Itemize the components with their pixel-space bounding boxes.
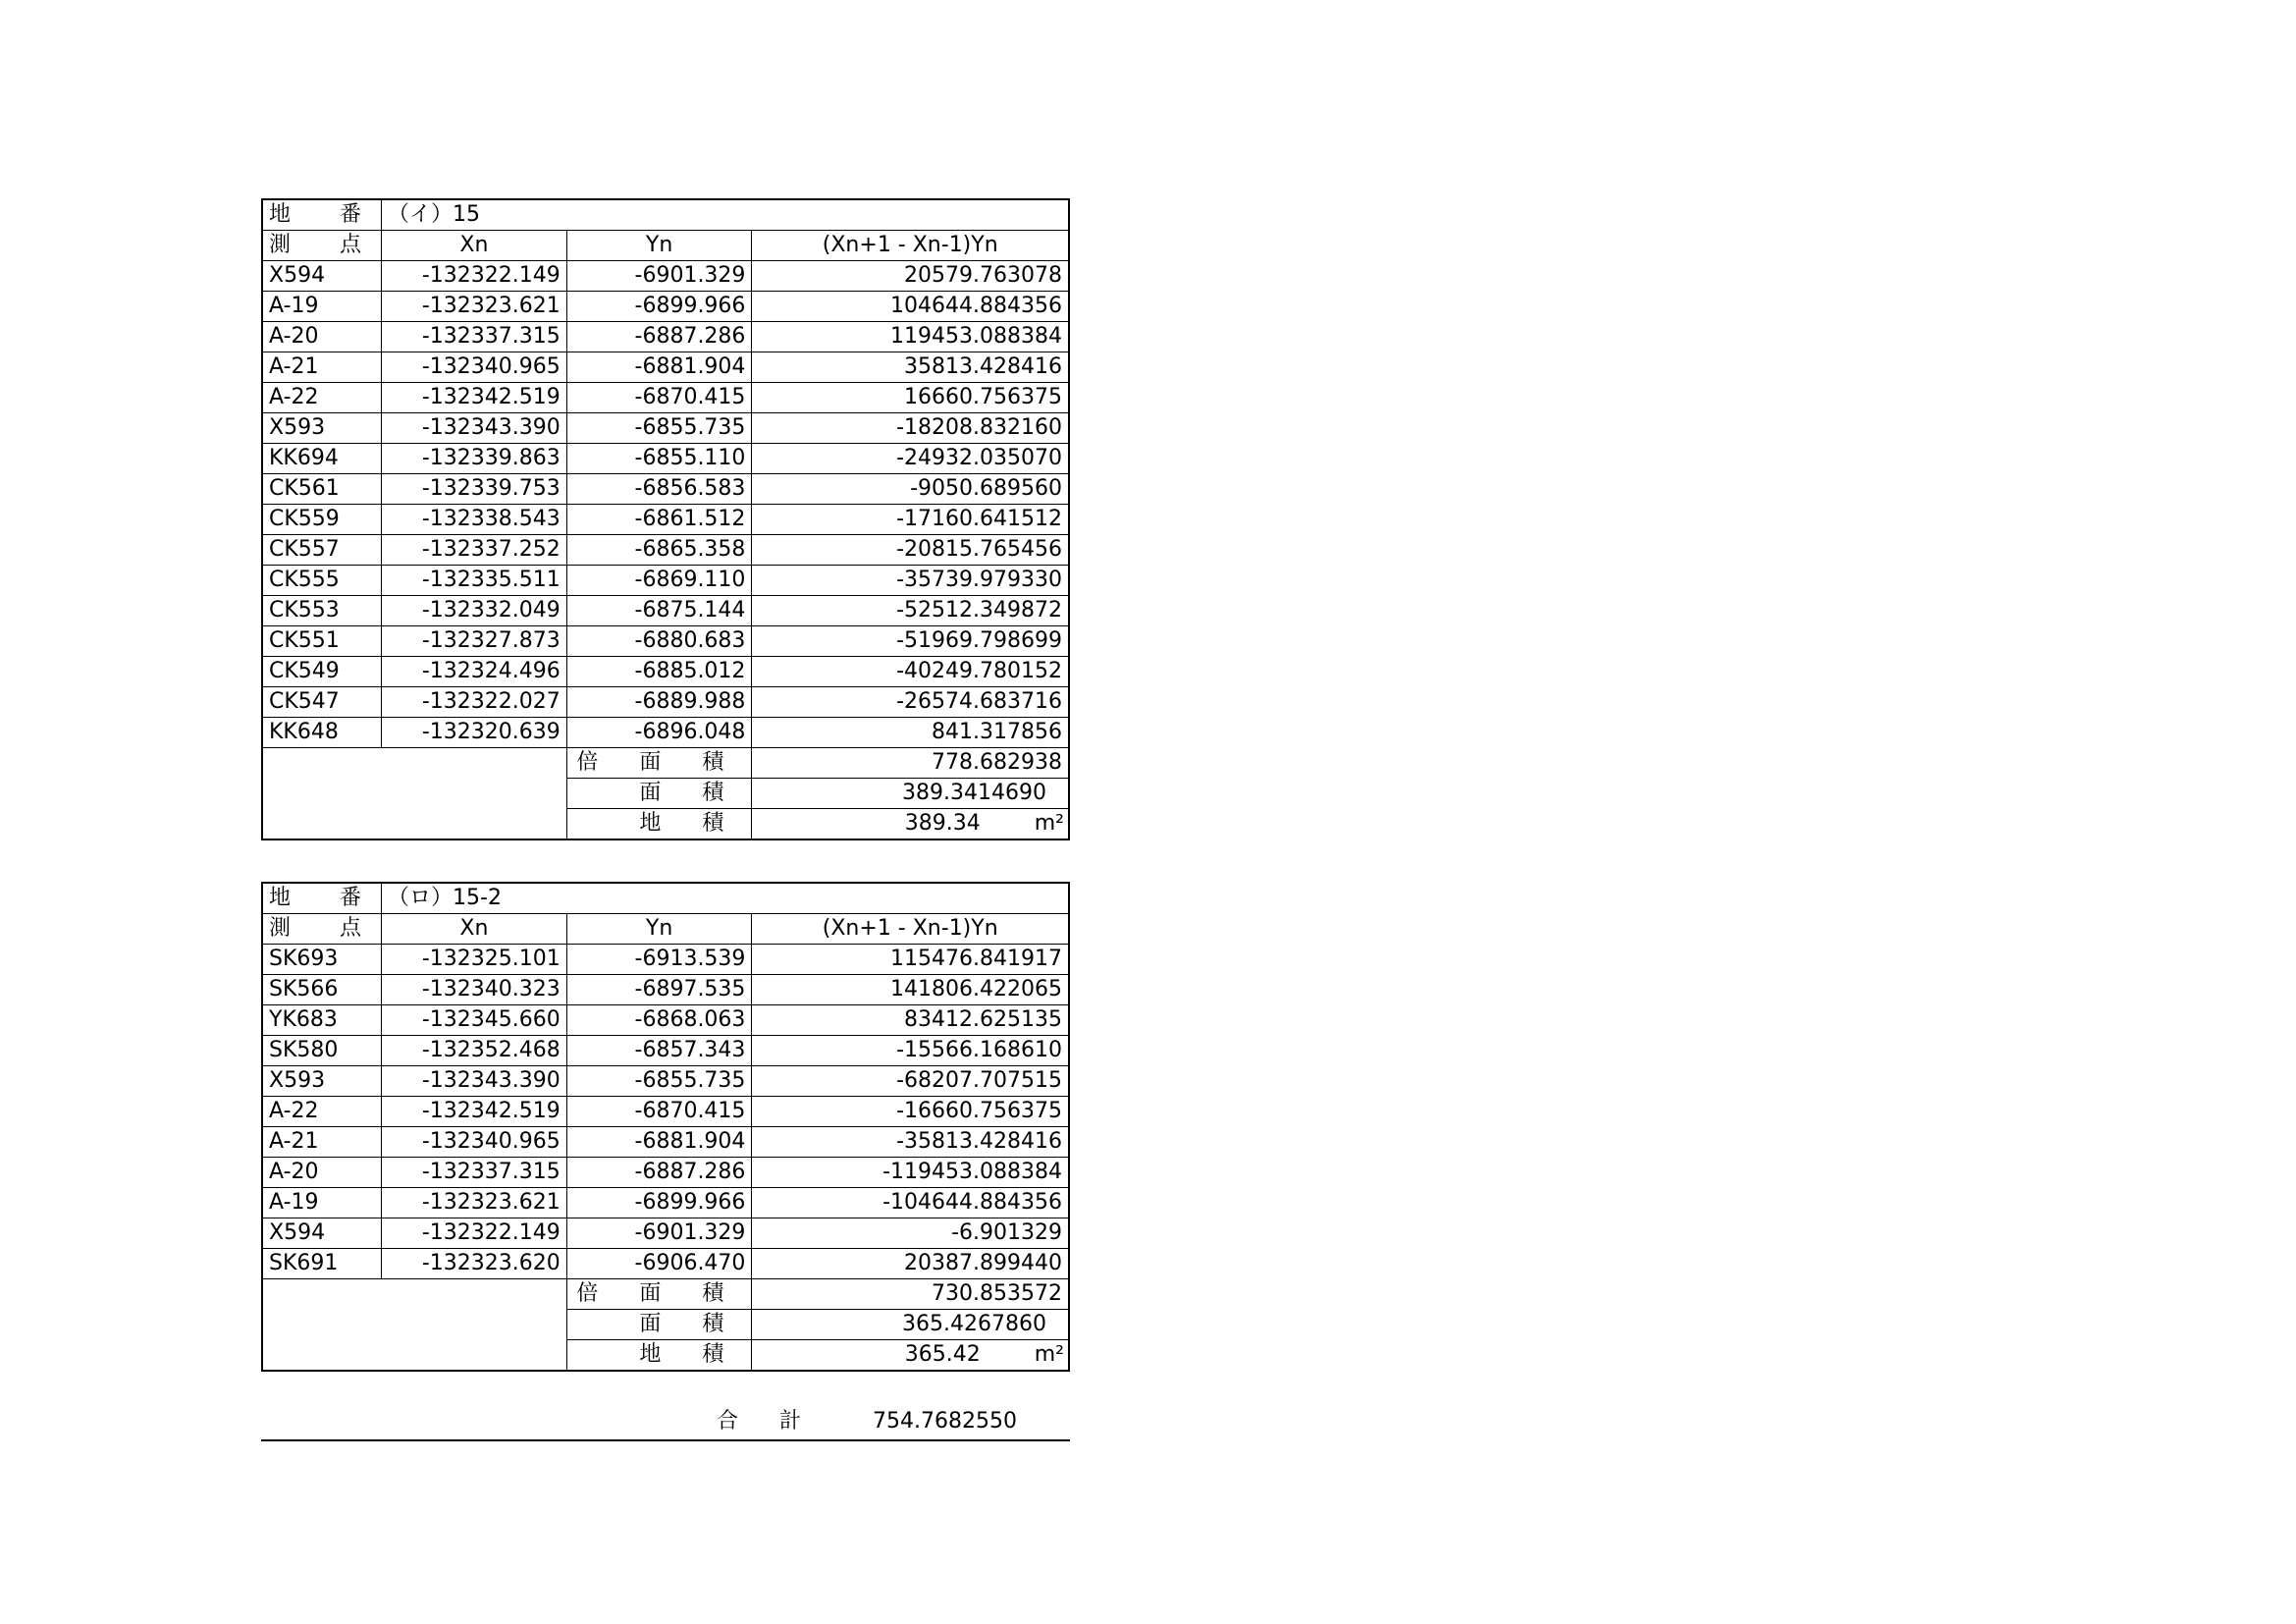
xn-cell: -132323.620 [382, 1249, 567, 1279]
yn-cell: -6855.735 [566, 1066, 752, 1097]
coordinate-table [261, 198, 1070, 840]
yn-cell: -6901.329 [566, 1218, 752, 1249]
double-area-value: 778.682938 [752, 748, 1069, 779]
table-row [262, 657, 1069, 687]
point-cell: SK691 [262, 1249, 382, 1279]
yn-cell: -6896.048 [566, 718, 752, 748]
yn-cell: -6861.512 [566, 505, 752, 535]
xn-cell: -132343.390 [382, 1066, 567, 1097]
table-row [262, 444, 1069, 474]
area-label: 面 積 [566, 779, 752, 809]
double-area-label: 倍 面 積 [566, 1279, 752, 1310]
double-area-value: 730.853572 [752, 1279, 1069, 1310]
calc-cell: 104644.884356 [752, 292, 1069, 322]
xn-cell: -132342.519 [382, 383, 567, 413]
point-cell: A-22 [262, 383, 382, 413]
table-row [262, 1158, 1069, 1188]
yn-cell: -6855.110 [566, 444, 752, 474]
chiban-label: 地 番 [262, 199, 382, 231]
calc-cell: 141806.422065 [752, 975, 1069, 1005]
point-cell: SK693 [262, 945, 382, 975]
yn-cell: -6913.539 [566, 945, 752, 975]
xn-cell: -132324.496 [382, 657, 567, 687]
table-row [262, 505, 1069, 535]
header-point: 測 点 [262, 914, 382, 945]
point-cell: CK555 [262, 566, 382, 596]
calc-cell: -119453.088384 [752, 1158, 1069, 1188]
xn-cell: -132352.468 [382, 1036, 567, 1066]
header-yn: Yn [566, 914, 752, 945]
point-cell: X594 [262, 261, 382, 292]
yn-cell: -6865.358 [566, 535, 752, 566]
table-row [262, 535, 1069, 566]
table-body [262, 261, 1069, 748]
yn-cell: -6856.583 [566, 474, 752, 505]
xn-cell: -132325.101 [382, 945, 567, 975]
table-row [262, 352, 1069, 383]
calc-cell: -9050.689560 [752, 474, 1069, 505]
table-row [262, 292, 1069, 322]
point-cell: CK559 [262, 505, 382, 535]
total-row [261, 1404, 1070, 1441]
xn-cell: -132322.027 [382, 687, 567, 718]
table-row [262, 596, 1069, 626]
yn-cell: -6901.329 [566, 261, 752, 292]
point-cell: SK580 [262, 1036, 382, 1066]
point-cell: CK551 [262, 626, 382, 657]
unit-label: m² [1034, 811, 1064, 836]
calc-cell: 16660.756375 [752, 383, 1069, 413]
calc-cell: 20387.899440 [752, 1249, 1069, 1279]
table-row [262, 975, 1069, 1005]
xn-cell: -132332.049 [382, 596, 567, 626]
point-cell: CK557 [262, 535, 382, 566]
header-point: 測 点 [262, 231, 382, 261]
xn-cell: -132327.873 [382, 626, 567, 657]
xn-cell: -132340.323 [382, 975, 567, 1005]
xn-cell: -132339.753 [382, 474, 567, 505]
point-cell: A-22 [262, 1097, 382, 1127]
calc-cell: -6.901329 [752, 1218, 1069, 1249]
xn-cell: -132342.519 [382, 1097, 567, 1127]
xn-cell: -132323.621 [382, 1188, 567, 1218]
point-cell: KK648 [262, 718, 382, 748]
table-row [262, 1066, 1069, 1097]
area-value: 365.4267860 [752, 1310, 1069, 1340]
xn-cell: -132337.252 [382, 535, 567, 566]
calc-cell: 35813.428416 [752, 352, 1069, 383]
yn-cell: -6899.966 [566, 1188, 752, 1218]
table-row [262, 413, 1069, 444]
xn-cell: -132323.621 [382, 292, 567, 322]
calc-cell: 20579.763078 [752, 261, 1069, 292]
calc-cell: 841.317856 [752, 718, 1069, 748]
calc-cell: 119453.088384 [752, 322, 1069, 352]
table-row [262, 1188, 1069, 1218]
xn-cell: -132337.315 [382, 322, 567, 352]
yn-cell: -6870.415 [566, 383, 752, 413]
point-cell: A-20 [262, 1158, 382, 1188]
land-area-label: 地 積 [566, 1340, 752, 1372]
chiban-row [262, 883, 1069, 914]
land-area-value: 389.34 [904, 811, 981, 836]
table-row [262, 474, 1069, 505]
point-cell: X593 [262, 413, 382, 444]
table-row [262, 566, 1069, 596]
xn-cell: -132322.149 [382, 1218, 567, 1249]
chiban-value: （イ）15 [382, 199, 1069, 231]
calc-cell: -16660.756375 [752, 1097, 1069, 1127]
calc-cell: -17160.641512 [752, 505, 1069, 535]
land-area-label: 地 積 [566, 809, 752, 840]
table-body [262, 945, 1069, 1279]
point-cell: X594 [262, 1218, 382, 1249]
calc-cell: -40249.780152 [752, 657, 1069, 687]
calc-cell: -35739.979330 [752, 566, 1069, 596]
table-row [262, 1005, 1069, 1036]
area-table-2 [261, 882, 1070, 1372]
coordinate-table [261, 882, 1070, 1372]
point-cell: A-19 [262, 1188, 382, 1218]
point-cell: CK549 [262, 657, 382, 687]
table-row [262, 1097, 1069, 1127]
table-row [262, 945, 1069, 975]
header-calc: (Xn+1 - Xn-1)Yn [752, 914, 1069, 945]
yn-cell: -6885.012 [566, 657, 752, 687]
calc-cell: -15566.168610 [752, 1036, 1069, 1066]
xn-cell: -132340.965 [382, 352, 567, 383]
point-cell: A-21 [262, 1127, 382, 1158]
xn-cell: -132322.149 [382, 261, 567, 292]
double-area-label: 倍 面 積 [566, 748, 752, 779]
calc-cell: -68207.707515 [752, 1066, 1069, 1097]
header-yn: Yn [566, 231, 752, 261]
double-area-row [262, 1279, 1069, 1310]
chiban-row [262, 199, 1069, 231]
yn-cell: -6906.470 [566, 1249, 752, 1279]
land-area-cell [752, 809, 1069, 840]
header-xn: Xn [382, 914, 567, 945]
yn-cell: -6857.343 [566, 1036, 752, 1066]
total-label: 合 計 [716, 1409, 811, 1434]
area-value: 389.3414690 [752, 779, 1069, 809]
calc-cell: -35813.428416 [752, 1127, 1069, 1158]
table-row [262, 1218, 1069, 1249]
yn-cell: -6889.988 [566, 687, 752, 718]
calc-cell: -18208.832160 [752, 413, 1069, 444]
xn-cell: -132335.511 [382, 566, 567, 596]
calc-cell: 83412.625135 [752, 1005, 1069, 1036]
area-label: 面 積 [566, 1310, 752, 1340]
point-cell: SK566 [262, 975, 382, 1005]
land-area-cell [752, 1340, 1069, 1372]
table-row [262, 1036, 1069, 1066]
header-xn: Xn [382, 231, 567, 261]
calc-cell: -20815.765456 [752, 535, 1069, 566]
yn-cell: -6899.966 [566, 292, 752, 322]
yn-cell: -6869.110 [566, 566, 752, 596]
yn-cell: -6875.144 [566, 596, 752, 626]
land-area-value: 365.42 [904, 1342, 981, 1367]
yn-cell: -6887.286 [566, 1158, 752, 1188]
point-cell: A-21 [262, 352, 382, 383]
yn-cell: -6870.415 [566, 1097, 752, 1127]
xn-cell: -132320.639 [382, 718, 567, 748]
yn-cell: -6855.735 [566, 413, 752, 444]
xn-cell: -132340.965 [382, 1127, 567, 1158]
yn-cell: -6880.683 [566, 626, 752, 657]
double-area-row [262, 748, 1069, 779]
point-cell: KK694 [262, 444, 382, 474]
table-row [262, 1127, 1069, 1158]
point-cell: CK561 [262, 474, 382, 505]
yn-cell: -6868.063 [566, 1005, 752, 1036]
header-calc: (Xn+1 - Xn-1)Yn [752, 231, 1069, 261]
table-row [262, 1249, 1069, 1279]
yn-cell: -6897.535 [566, 975, 752, 1005]
table-row [262, 718, 1069, 748]
table-row [262, 383, 1069, 413]
calc-cell: -26574.683716 [752, 687, 1069, 718]
calc-cell: -104644.884356 [752, 1188, 1069, 1218]
calc-cell: 115476.841917 [752, 945, 1069, 975]
blank-cell [262, 1279, 566, 1372]
calc-cell: -52512.349872 [752, 596, 1069, 626]
calc-cell: -24932.035070 [752, 444, 1069, 474]
chiban-value: （ロ）15-2 [382, 883, 1069, 914]
xn-cell: -132339.863 [382, 444, 567, 474]
yn-cell: -6887.286 [566, 322, 752, 352]
point-cell: YK683 [262, 1005, 382, 1036]
chiban-label: 地 番 [262, 883, 382, 914]
unit-label: m² [1034, 1342, 1064, 1367]
yn-cell: -6881.904 [566, 1127, 752, 1158]
table-row [262, 626, 1069, 657]
total-value: 754.7682550 [873, 1409, 1017, 1434]
area-table-1 [261, 198, 1070, 840]
point-cell: A-20 [262, 322, 382, 352]
table-row [262, 687, 1069, 718]
table-row [262, 261, 1069, 292]
xn-cell: -132345.660 [382, 1005, 567, 1036]
xn-cell: -132337.315 [382, 1158, 567, 1188]
point-cell: A-19 [262, 292, 382, 322]
point-cell: CK553 [262, 596, 382, 626]
yn-cell: -6881.904 [566, 352, 752, 383]
point-cell: CK547 [262, 687, 382, 718]
table-row [262, 322, 1069, 352]
xn-cell: -132343.390 [382, 413, 567, 444]
xn-cell: -132338.543 [382, 505, 567, 535]
point-cell: X593 [262, 1066, 382, 1097]
blank-cell [262, 748, 566, 840]
calc-cell: -51969.798699 [752, 626, 1069, 657]
header-row [262, 231, 1069, 261]
header-row [262, 914, 1069, 945]
